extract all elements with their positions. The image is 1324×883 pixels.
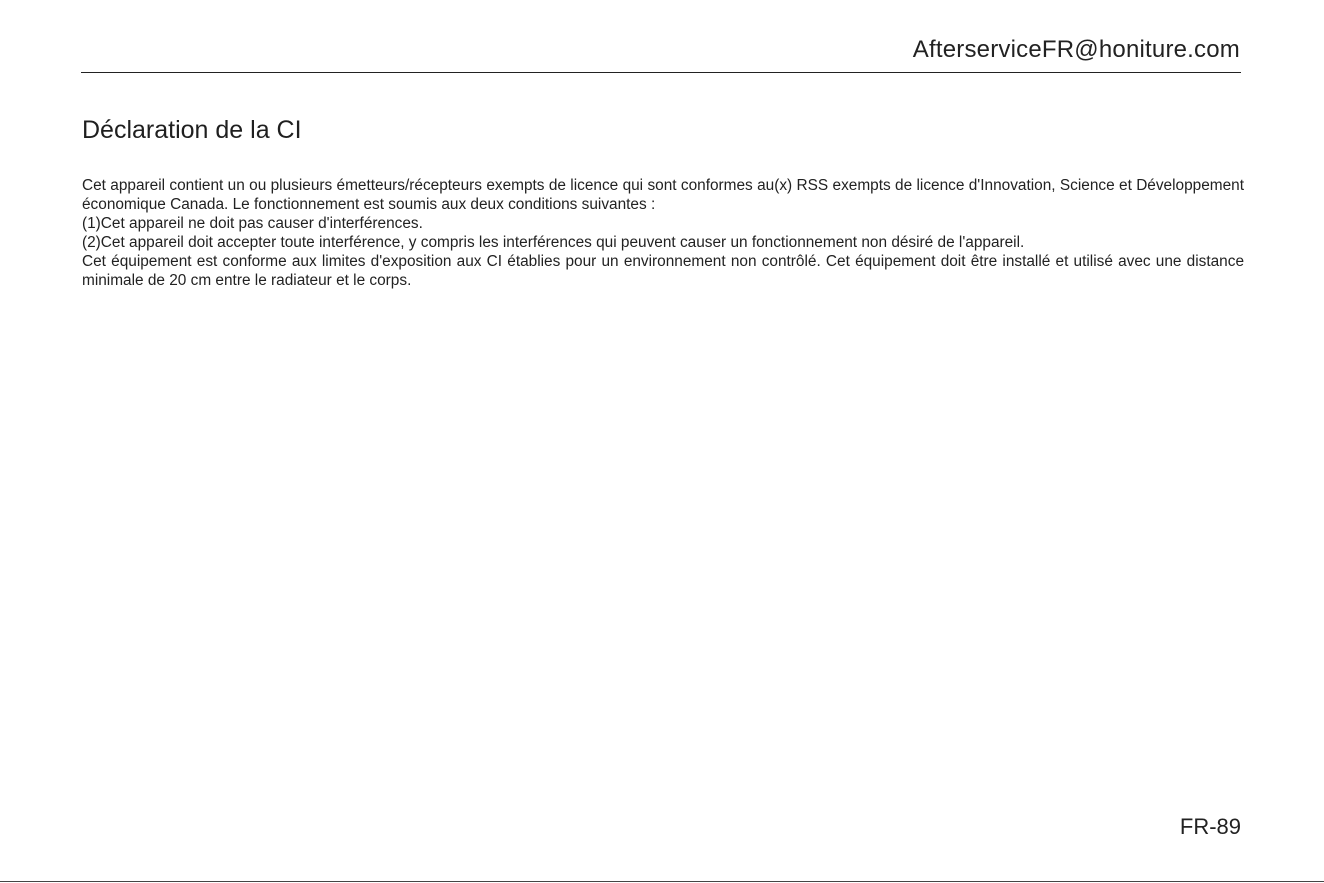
header-divider — [81, 72, 1241, 73]
contact-email: AfterserviceFR@honiture.com — [912, 36, 1240, 63]
paragraph-exposure: Cet équipement est conforme aux limites d'exposition aux CI établies pour un environnement non contrôlé. Cet équipement doit être installé et utilisé avec une distance minimale de 20 cm entre le radiateur et le corps. — [82, 253, 1244, 289]
paragraph-condition-2: (2)Cet appareil doit accepter toute interférence, y compris les interférences qui peuvent causer un fonctionnement non désiré de l'appareil. — [82, 234, 1025, 251]
section-body — [82, 176, 1244, 290]
footer-divider — [0, 881, 1324, 882]
paragraph-intro: Cet appareil contient un ou plusieurs émetteurs/récepteurs exempts de licence qui sont conformes au(x) RSS exempts de licence d'Innovation, Science et Développement économique Canada. Le fonctionnement est soumis aux deux conditions suivantes : — [82, 177, 1244, 213]
paragraph-condition-1: (1)Cet appareil ne doit pas causer d'interférences. — [82, 215, 423, 232]
page-number: FR-89 — [1179, 814, 1241, 839]
section-title: Déclaration de la CI — [82, 116, 302, 144]
